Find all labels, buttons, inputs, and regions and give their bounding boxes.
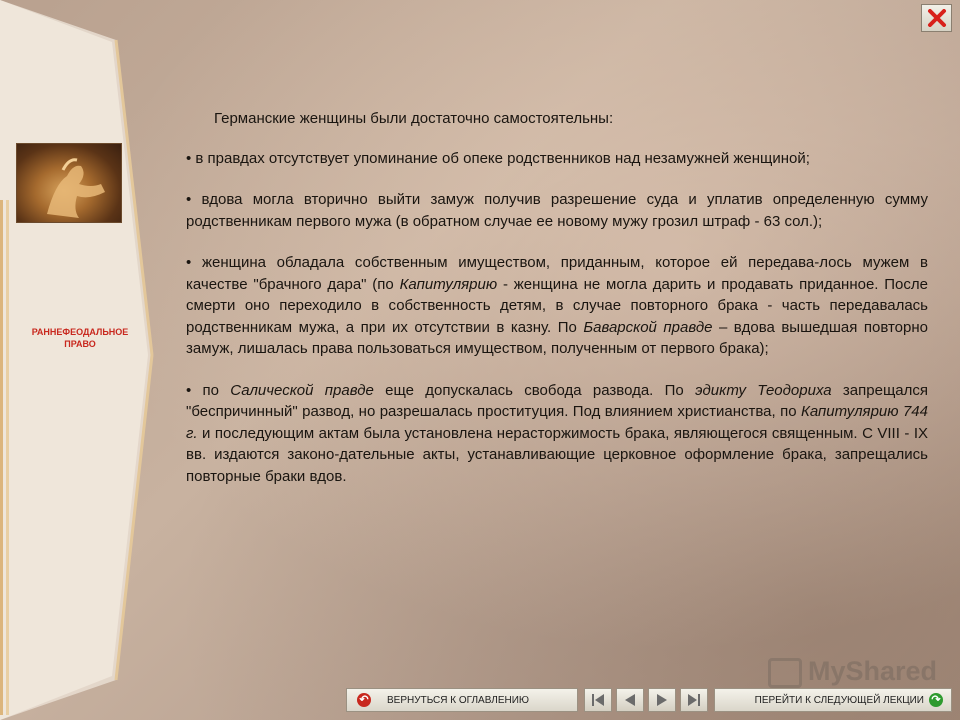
close-button[interactable] [921,4,952,32]
sculpture-thumbnail [16,143,122,223]
bullet-item: • в правдах отсутствует упоминание об опеке родственников над незамужней женщиной; [186,149,810,167]
section-label-line1: РАННЕФЕОДАЛЬНОЕ [31,327,129,337]
bullet-emphasis: Салической правде [230,381,374,399]
next-slide-button[interactable] [648,688,676,712]
bullet-text: – вдова вышедшая повторно замуж, лишалась права пользоваться имуществом, полученным от первого брака); [186,318,928,357]
sidebar-arrow-shape [0,0,160,720]
section-label [14,326,146,350]
back-to-contents-button[interactable] [346,688,578,712]
section-label-line2: ПРАВО [64,339,96,349]
bullet-text: и последующим актам была установлена нерасторжимость брака, являющегося священным. С VIII - IX вв. издаются законо-дательные акты, устанавливающие церковное оформление брака, запрещались повторные браки вдов. [186,424,928,485]
left-sidebar [0,0,160,720]
next-lecture-button[interactable] [714,688,952,712]
first-slide-button[interactable] [584,688,612,712]
bullet-emphasis: эдикту Теодориха [695,381,832,399]
close-icon [927,9,947,27]
arrow-left-circle-icon: ↶ [357,693,371,707]
back-label: ВЕРНУТЬСЯ К ОГЛАВЛЕНИЮ [387,694,530,706]
slide-controls [584,688,708,712]
next-label: ПЕРЕЙТИ К СЛЕДУЮЩЕЙ ЛЕКЦИИ [754,694,924,706]
bullet-text: • женщина обладала собственным имуществом, приданным, которое ей передава-лось мужем в качестве "брачного дара" (по [186,254,928,293]
first-slide-icon [590,693,606,707]
bullet-emphasis: Баварской правде [583,318,713,336]
bottom-navigation [346,688,952,716]
bullet-text: • по [186,381,231,399]
content-heading: Германские женщины были достаточно самостоятельны: [214,110,614,127]
arrow-right-circle-icon: ↷ [929,693,943,707]
last-slide-button[interactable] [680,688,708,712]
lecture-content [186,108,928,507]
bullet-emphasis: Капитулярию 744 г. [186,403,928,442]
bullet-item [186,252,928,360]
bullet-text: - женщина не могла дарить и продавать приданное. После смерти оно переходило в собственность детям, в случае повторного брака - часть передавалась родственникам мужа, а при их отсутствии в казну. По [186,275,928,336]
bullet-item [186,380,928,488]
bullet-emphasis: Капитулярию [399,275,498,293]
bullet-text: еще допускалась свобода развода. По [373,381,696,399]
prev-slide-icon [622,693,638,707]
prev-slide-button[interactable] [616,688,644,712]
bullet-item: • вдова могла вторично выйти замуж получив разрешение суда и уплатив определенную сумму родственникам первого мужа (в обратном случае ее новому мужу грозил штраф - 63 сол.); [186,191,928,230]
last-slide-icon [686,693,702,707]
bullet-text: запрещался "беспричинный" развод, но разрешалась проституция. Под влиянием христианства, по [186,381,928,420]
watermark-text: MyShared [808,656,938,686]
presentation-icon [768,658,802,688]
next-slide-icon [654,693,670,707]
